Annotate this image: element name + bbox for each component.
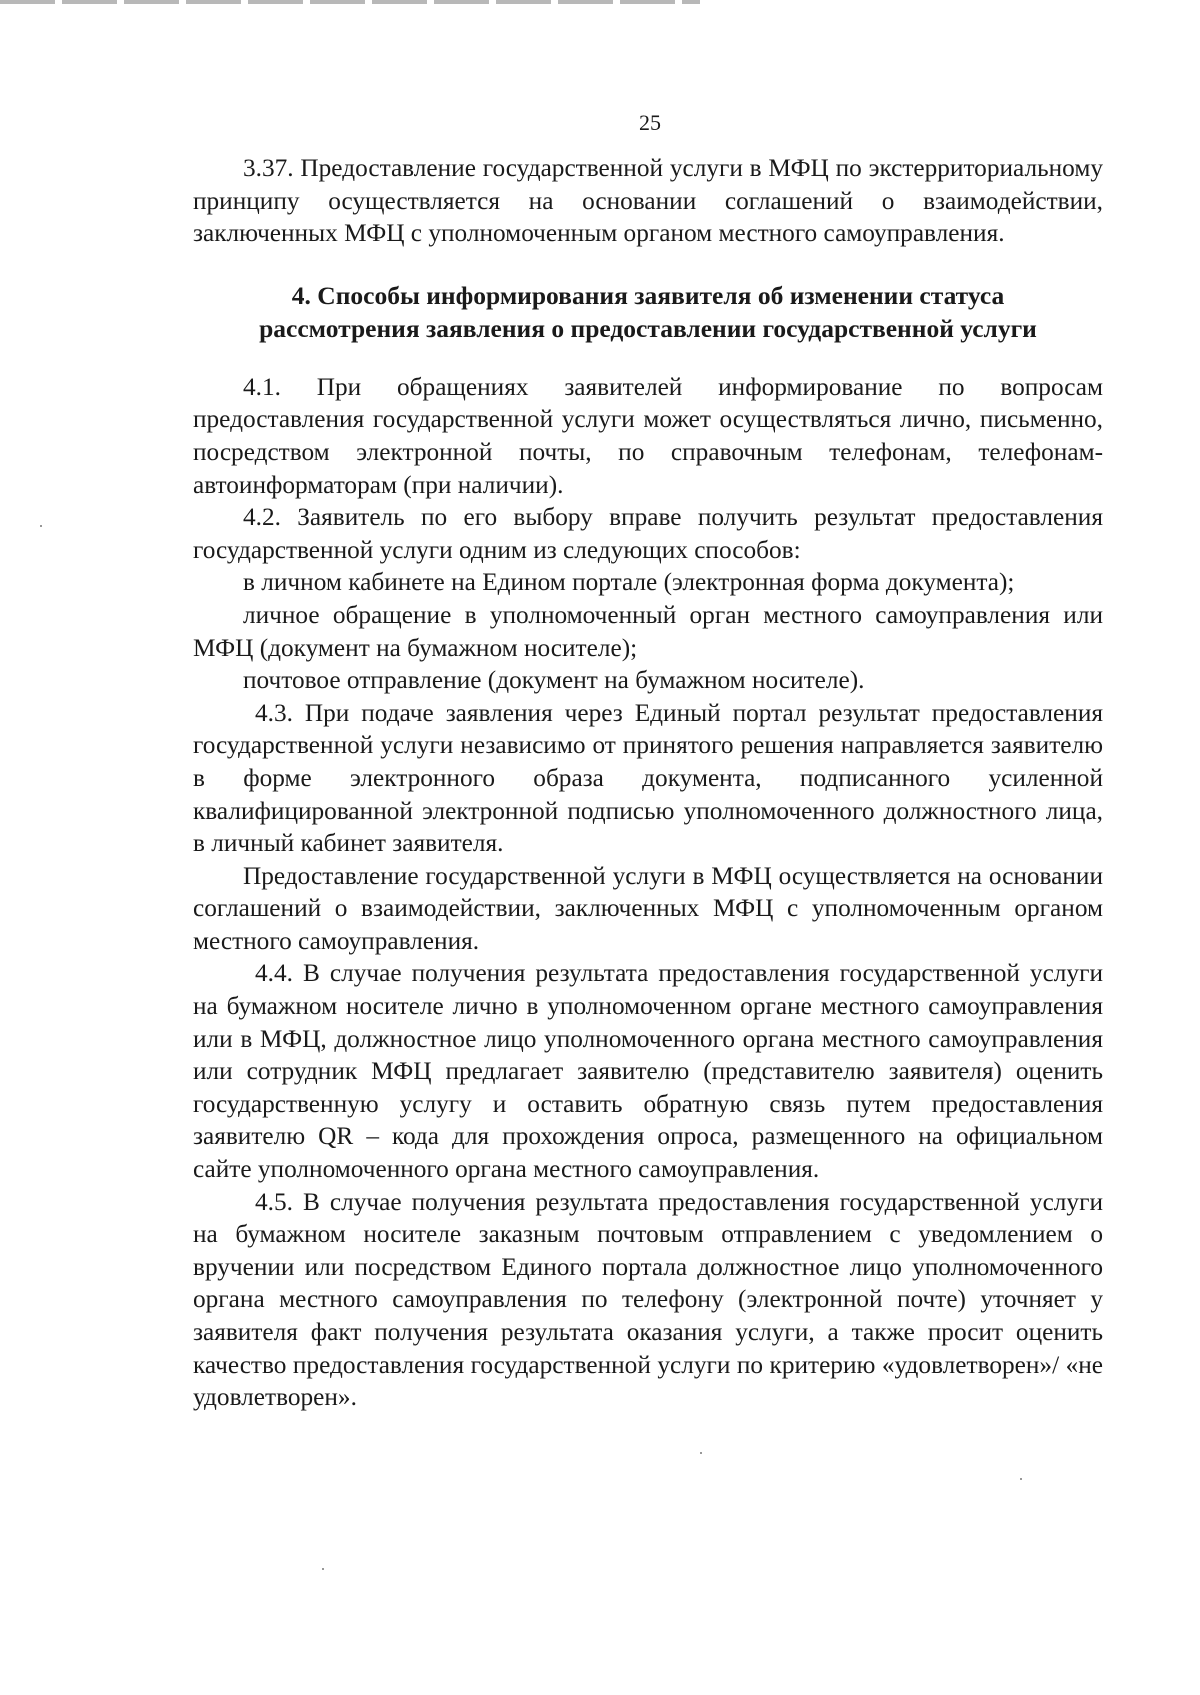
- paragraph-4-2-option-1: в личном кабинете на Едином портале (электронная форма документа);: [243, 568, 1015, 597]
- paragraph-4-5: 4.5. В случае получения результата предоставления государственной услуги на бумажном носителе заказным почтовым отправлением с уведомлением о вручении или посредством Единого портала должностное лицо уполномоченного органа местного самоуправления по телефону (электронной почте) уточняет у заявителя факт получения результата оказания услуги, а также просит оценить качество предоставления государственной услуги по критерию «удовлетворен»/ «не удовлетворен».: [193, 1187, 1103, 1412]
- scan-speck: [1020, 1478, 1022, 1480]
- section-4-heading-line-1: 4. Способы информирования заявителя об изменении статуса: [291, 280, 1005, 310]
- section-4-heading: [193, 279, 1103, 345]
- paragraph-4-2-option-2: личное обращение в уполномоченный орган местного самоуправления или МФЦ (документ на бумажном носителе);: [193, 600, 1103, 662]
- section-4-heading-line-2: рассмотрения заявления о предоставлении государственной услуги: [259, 313, 1037, 343]
- paragraph-4-3-mfc: Предоставление государственной услуги в МФЦ осуществляется на основании соглашений о взаимодействии, заключенных МФЦ с уполномоченным органом местного самоуправления.: [193, 861, 1103, 955]
- page-number: 25: [639, 110, 661, 135]
- scan-speck: [322, 1568, 324, 1570]
- paragraph-4-4: 4.4. В случае получения результата предоставления государственной услуги на бумажном носителе лично в уполномоченном органе местного самоуправления или в МФЦ, должностное лицо уполномоченного органа местного самоуправления или сотрудник МФЦ предлагает заявителю (представителю заявителя) оценить государственную услугу и оставить обратную связь путем предоставления заявителю QR – кода для прохождения опроса, размещенного на официальном сайте уполномоченного органа местного самоуправления.: [193, 959, 1103, 1184]
- paragraph-4-2: 4.2. Заявитель по его выбору вправе получить результат предоставления государственной услуги одним из следующих способов:: [193, 503, 1103, 564]
- document-body: [193, 152, 1103, 1414]
- paragraph-4-3: 4.3. При подаче заявления через Единый портал результат предоставления государственной услуги независимо от принятого решения направляется заявителю в форме электронного образа документа, подписанного усиленной квалифицированной электронной подписью уполномоченного должностного лица, в личный кабинет заявителя.: [193, 698, 1103, 858]
- paragraph-3-37: 3.37. Предоставление государственной услуги в МФЦ по экстерриториальному принципу осуществляется на основании соглашений о взаимодействии, заключенных МФЦ с уполномоченным органом местного самоуправления.: [193, 154, 1103, 248]
- paragraph-4-1: 4.1. При обращениях заявителей информирование по вопросам предоставления государственной услуги может осуществляться лично, письменно, посредством электронной почты, по справочным телефонам, телефонам-автоинформаторам (при наличии).: [193, 372, 1103, 499]
- scan-speck: [700, 1452, 702, 1454]
- scan-speck: [40, 525, 42, 527]
- scan-edge-artifact: [0, 0, 700, 4]
- paragraph-4-2-option-3: почтовое отправление (документ на бумажном носителе).: [243, 666, 865, 695]
